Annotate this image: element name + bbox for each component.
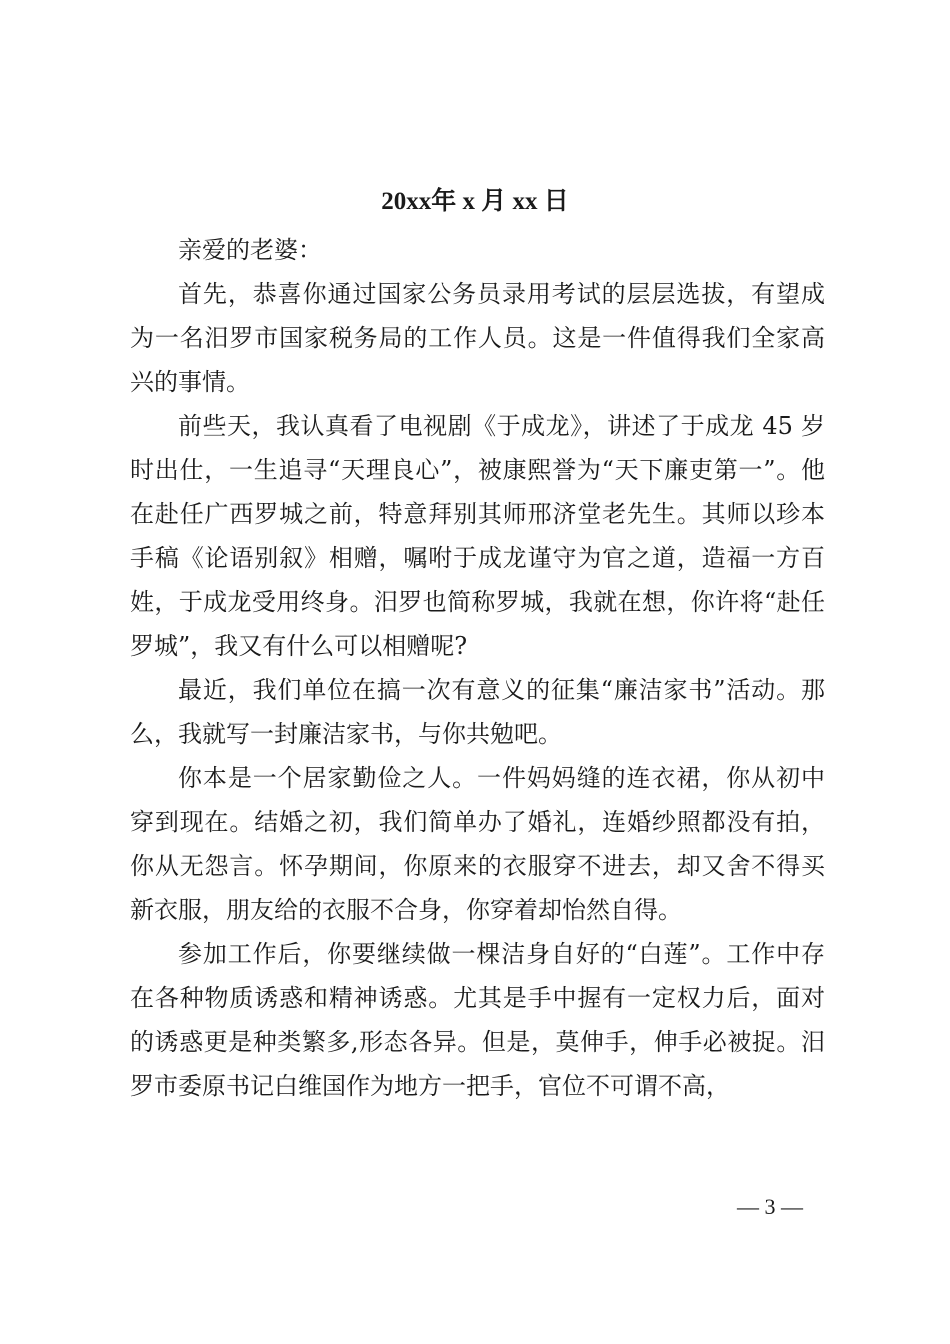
date-title: 20xx年 x 月 xx 日	[381, 188, 569, 215]
salutation: 亲爱的老婆：	[178, 236, 322, 264]
paragraph-3: 最近，我们单位在搞一次有意义的征集“廉洁家书”活动。那么，我就写一封廉洁家书，与你共勉吧。	[130, 676, 825, 748]
paragraph-4: 你本是一个居家勤俭之人。一件妈妈缝的连衣裙，你从初中穿到现在。结婚之初，我们简单办了婚礼，连婚纱照都没有拍，你从无怨言。怀孕期间，你原来的衣服穿不进去，却又舍不得买新衣服，朋友给的衣服不合身，你穿着却怡然自得。	[130, 764, 825, 924]
paragraph-2: 前些天，我认真看了电视剧《于成龙》，讲述了于成龙 45 岁时出仕，一生追寻“天理良心”，被康熙誉为“天下廉吏第一”。他在赴任广西罗城之前，特意拜别其师邢济堂老先生。其师以珍本手稿《论语别叙》相赠，嘱咐于成龙谨守为官之道，造福一方百姓，于成龙受用终身。汨罗也简称罗城，我就在想，你许将“赴任罗城”，我又有什么可以相赠呢?	[130, 412, 825, 660]
letter-body	[130, 228, 825, 1108]
paragraph-1: 首先，恭喜你通过国家公务员录用考试的层层选拔，有望成为一名汨罗市国家税务局的工作人员。这是一件值得我们全家高兴的事情。	[130, 280, 825, 396]
page-number: — 3 —	[737, 1194, 803, 1219]
paragraph-5: 参加工作后，你要继续做一棵洁身自好的“白莲”。工作中存在各种物质诱惑和精神诱惑。尤其是手中握有一定权力后，面对的诱惑更是种类繁多,形态各异。但是，莫伸手，伸手必被捉。汨罗市委原书记白维国作为地方一把手，官位不可谓不高，	[130, 940, 825, 1100]
